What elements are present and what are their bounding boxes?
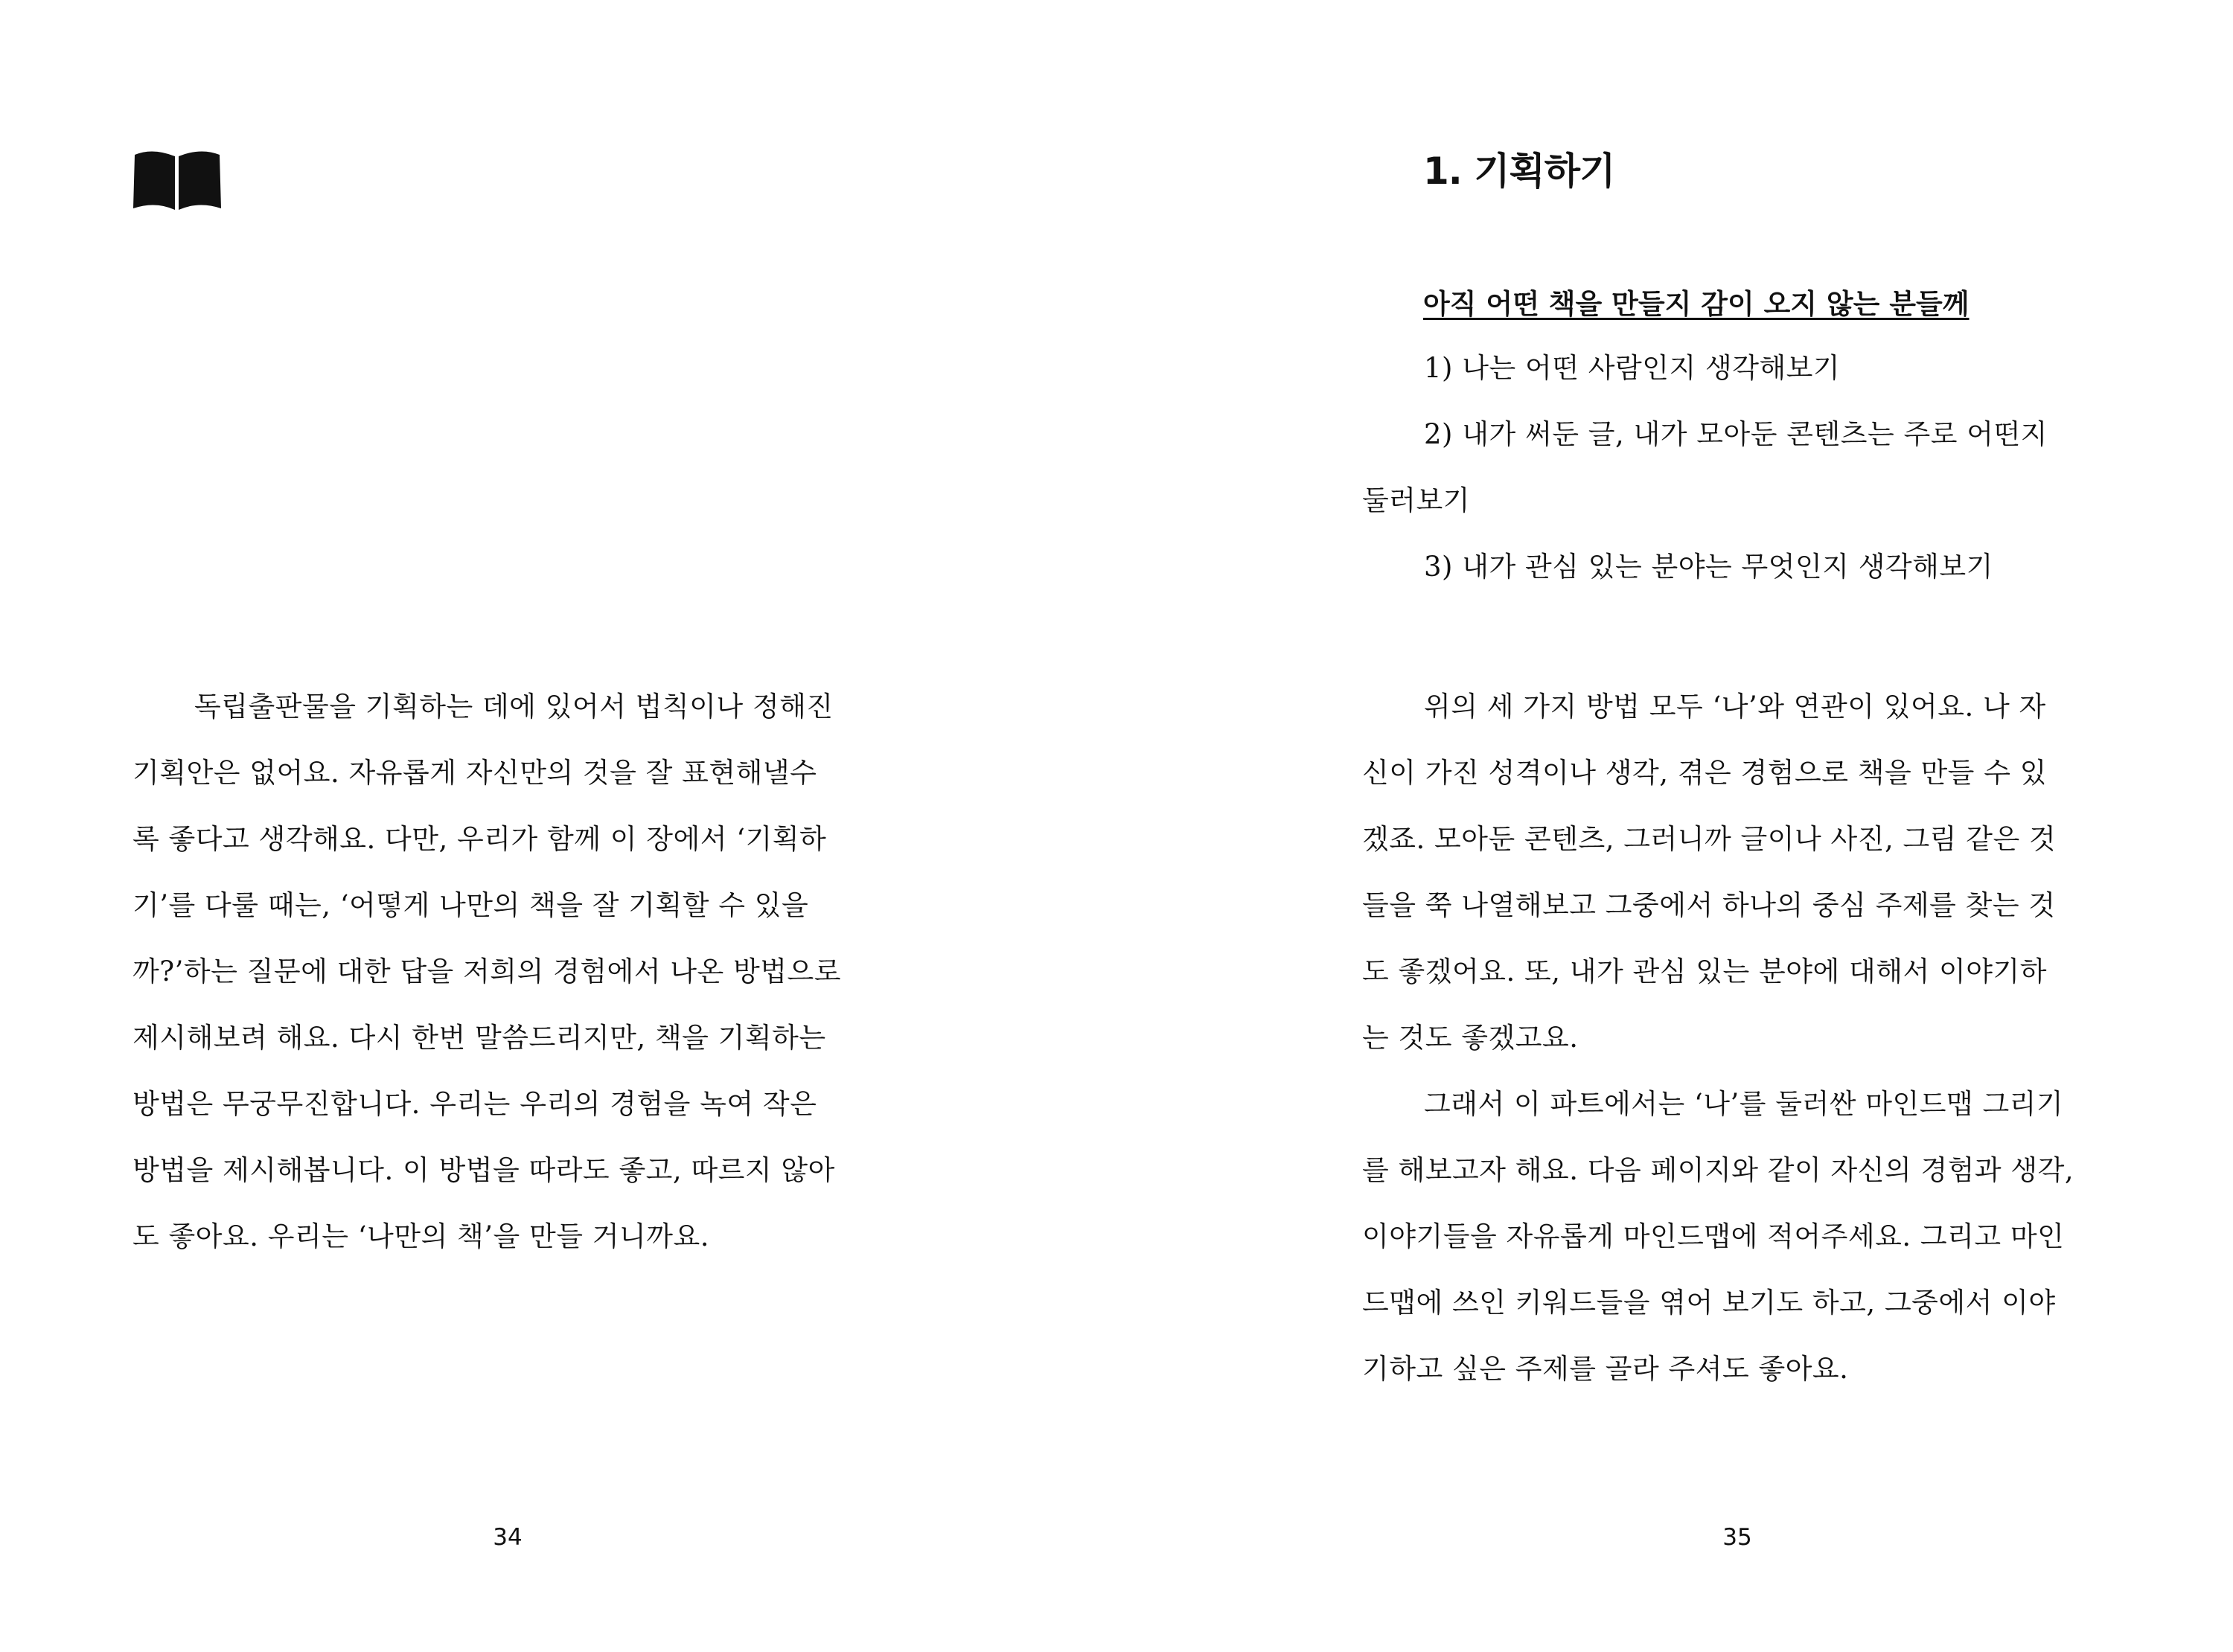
right-paragraphs <box>1362 673 2125 1402</box>
paragraph-line: 는 것도 좋겠고요. <box>1362 1022 1579 1054</box>
paragraph-line: 그래서 이 파트에서는 ‘나’를 둘러싼 마인드맵 그리기 <box>1424 1088 2064 1120</box>
left-paragraph <box>132 673 888 1270</box>
method-list <box>1362 335 2125 600</box>
paragraph-line: 록 좋다고 생각해요. 다만, 우리가 함께 이 장에서 ‘기획하 <box>132 823 827 855</box>
paragraph-line: 방법을 제시해봅니다. 이 방법을 따라도 좋고, 따르지 않아 <box>132 1154 835 1186</box>
paragraph-line: 도 좋겠어요. 또, 내가 관심 있는 분야에 대해서 이야기하 <box>1362 955 2047 987</box>
paragraph-line: 기획안은 없어요. 자유롭게 자신만의 것을 잘 표현해낼수 <box>132 757 817 789</box>
paragraph-line: 신이 가진 성격이나 생각, 겪은 경험으로 책을 만들 수 있 <box>1362 757 2047 789</box>
paragraph-line: 제시해보려 해요. 다시 한번 말씀드리지만, 책을 기획하는 <box>132 1022 826 1054</box>
paragraph-line: 겠죠. 모아둔 콘텐츠, 그러니까 글이나 사진, 그림 같은 것 <box>1362 823 2057 855</box>
paragraph-line: 이야기들을 자유롭게 마인드맵에 적어주세요. 그리고 마인 <box>1362 1220 2065 1252</box>
paragraph-line: 들을 쭉 나열해보고 그중에서 하나의 중심 주제를 찾는 것 <box>1362 889 2056 921</box>
paragraph-line: 기하고 싶은 주제를 골라 주셔도 좋아요. <box>1362 1353 1849 1385</box>
section-subheading: 아직 어떤 책을 만들지 감이 오지 않는 분들께 <box>1423 288 1970 320</box>
paragraph-line: 까?’하는 질문에 대한 답을 저희의 경험에서 나온 방법으로 <box>132 955 841 987</box>
paragraph-line: 를 해보고자 해요. 다음 페이지와 같이 자신의 경험과 생각, <box>1362 1154 2074 1186</box>
paragraph-line: 도 좋아요. 우리는 ‘나만의 책’을 만들 거니까요. <box>132 1220 709 1252</box>
list-item: 2) 내가 써둔 글, 내가 모아둔 콘텐츠는 주로 어떤지 <box>1424 418 2048 450</box>
list-item-continuation: 둘러보기 <box>1362 484 1470 516</box>
paragraph-line: 기’를 다룰 때는, ‘어떻게 나만의 책을 잘 기획할 수 있을 <box>132 889 809 921</box>
list-item: 1) 나는 어떤 사람인지 생각해보기 <box>1424 352 1841 384</box>
paragraph-line: 드맵에 쓰인 키워드들을 엮어 보기도 하고, 그중에서 이야 <box>1362 1287 2056 1319</box>
paragraph-line: 위의 세 가지 방법 모두 ‘나’와 연관이 있어요. 나 자 <box>1424 691 2046 723</box>
left-page <box>0 0 1116 1652</box>
chapter-title: 1. 기획하기 <box>1423 150 1615 193</box>
page-number-right: 35 <box>1722 1524 1752 1551</box>
open-book-icon <box>130 149 223 212</box>
list-item: 3) 내가 관심 있는 분야는 무엇인지 생각해보기 <box>1424 551 1993 583</box>
page-number-left: 34 <box>493 1524 523 1551</box>
paragraph-line: 방법은 무궁무진합니다. 우리는 우리의 경험을 녹여 작은 <box>132 1088 817 1120</box>
paragraph-line: 독립출판물을 기획하는 데에 있어서 법칙이나 정해진 <box>194 691 834 723</box>
